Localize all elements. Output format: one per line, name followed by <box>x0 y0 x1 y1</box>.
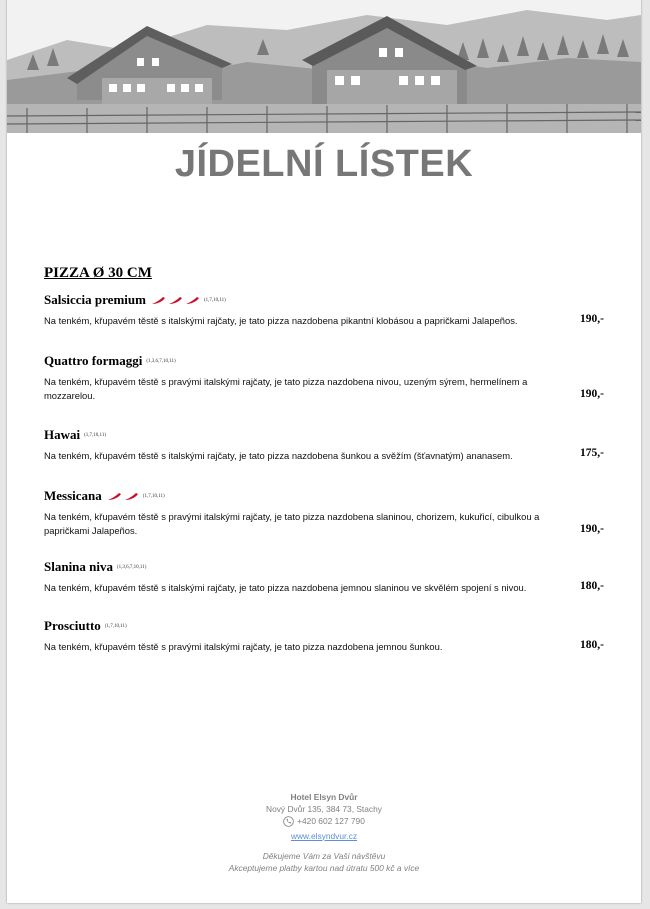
item-name: Hawai <box>44 427 81 442</box>
item-price: 190,- <box>580 388 604 400</box>
hotel-address: Nový Dvůr 135, 384 73, Stachy <box>266 804 382 814</box>
chili-rating <box>151 296 200 305</box>
item-description: Na tenkém, křupavém těstě s pravými italskými rajčaty, je tato pizza nazdobena jemnou šunkou. <box>44 641 443 652</box>
item-name: Prosciutto <box>44 618 101 633</box>
allergens: (1,7,10,11) <box>104 623 127 629</box>
item-description: Na tenkém, křupavém těstě s pravými italskými rajčaty, je tato pizza nazdobena nivou, uzeným sýrem, hermelínem a mozzarelou. <box>44 376 528 401</box>
allergens: (1,3,6,7,10,11) <box>117 564 147 570</box>
page-title: JÍDELNÍ LÍSTEK <box>174 143 474 185</box>
section-title: PIZZA Ø 30 CM <box>44 265 152 281</box>
menu-item <box>44 292 604 328</box>
item-name: Messicana <box>44 488 102 503</box>
thanks-note: Děkujeme Vám za Vaši návštěvu <box>262 850 386 861</box>
phone-icon <box>283 816 294 827</box>
allergens: (1,7,10,11) <box>203 297 226 303</box>
allergens: (1,7,10,11) <box>84 432 107 438</box>
item-price: 180,- <box>580 639 604 651</box>
menu-item <box>44 559 604 595</box>
hotel-banner-image <box>7 0 641 133</box>
menu-item <box>44 488 604 538</box>
payment-note: Akceptujeme platby kartou nad útratu 500 kč a více <box>228 862 420 873</box>
allergens: (1,7,10,11) <box>142 493 165 499</box>
allergens: (1,3,6,7,10,11) <box>146 358 176 364</box>
chili-icon <box>107 492 122 501</box>
item-price: 175,- <box>580 447 604 459</box>
chili-icon <box>124 492 139 501</box>
menu-item <box>44 353 604 403</box>
item-name: Slanina niva <box>44 559 114 574</box>
hotel-website-link[interactable]: www.elsyndvur.cz <box>290 830 358 841</box>
item-name: Quattro formaggi <box>44 353 143 368</box>
item-description: Na tenkém, křupavém těstě s italskými rajčaty, je tato pizza nazdobena pikantní klobásou a papričkami Jalapeños. <box>44 315 518 326</box>
item-name: Salsiccia premium <box>44 292 146 307</box>
hotel-name: Hotel Elsyn Dvůr <box>290 792 358 802</box>
menu-page <box>7 0 641 903</box>
footer <box>7 791 641 874</box>
item-description: Na tenkém, křupavém těstě s pravými italskými rajčaty, je tato pizza nazdobena slaninou, chorizem, kukuřicí, cibulkou a papričkami Jalapeños. <box>44 511 540 536</box>
item-price: 180,- <box>580 580 604 592</box>
item-description: Na tenkém, křupavém těstě s italskými rajčaty, je tato pizza nazdobena jemnou slaninou ve skvělém spojení s nivou. <box>44 582 527 593</box>
item-description: Na tenkém, křupavém těstě s italskými rajčaty, je tato pizza nazdobena šunkou a svěžím (šťavnatým) ananasem. <box>44 450 513 461</box>
chili-rating <box>107 492 139 501</box>
menu-item <box>44 618 604 654</box>
menu-item <box>44 427 604 463</box>
chili-icon <box>185 296 200 305</box>
hotel-phone: +420 602 127 790 <box>297 816 365 826</box>
chili-icon <box>168 296 183 305</box>
item-price: 190,- <box>580 313 604 325</box>
chili-icon <box>151 296 166 305</box>
item-price: 190,- <box>580 523 604 535</box>
